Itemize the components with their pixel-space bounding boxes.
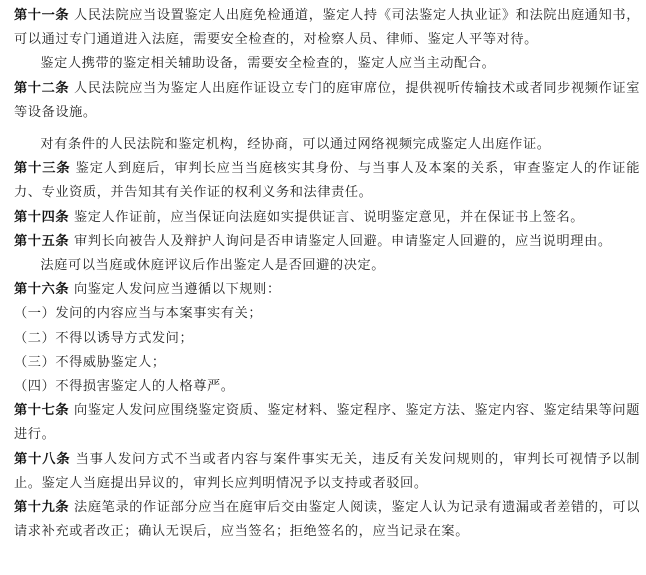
- article-18: [14, 448, 640, 496]
- article-label: 第十七条: [14, 403, 70, 419]
- rule-text: （四）不得损害鉴定人的人格尊严。: [14, 379, 235, 395]
- article-label: 第十二条: [14, 80, 70, 96]
- article-label: 第十八条: [14, 451, 71, 467]
- article-label: 第十九条: [14, 500, 70, 516]
- paragraph-text: 法庭可以当庭或休庭评议后作出鉴定人是否回避的决定。: [40, 258, 386, 274]
- article-label: 第十一条: [14, 8, 70, 23]
- article-15: [14, 230, 640, 254]
- article-text: 人民法院应当为鉴定人出庭作证设立专门的庭审席位，提供视听传输技术或者同步视频作证室等设备设施。: [14, 80, 640, 120]
- rule-item-1: [14, 302, 640, 326]
- article-label: 第十四条: [14, 209, 70, 225]
- rule-item-4: [14, 375, 640, 399]
- rule-item-2: [14, 327, 640, 351]
- paragraph-text: 鉴定人携带的鉴定相关辅助设备，需要安全检查的，鉴定人应当主动配合。: [40, 56, 496, 72]
- rule-text: （三）不得威胁鉴定人；: [14, 354, 166, 370]
- rule-item-3: [14, 351, 640, 375]
- article-17: [14, 399, 640, 447]
- article-text: 鉴定人到庭后，审判长应当当庭核实其身份、与当事人及本案的关系，审查鉴定人的作证能力、专业资质，并告知其有关作证的权利义务和法律责任。: [14, 161, 640, 201]
- paragraph-text: 对有条件的人民法院和鉴定机构，经协商，可以通过网络视频完成鉴定人出庭作证。: [40, 137, 551, 153]
- rule-text: （二）不得以诱导方式发问；: [14, 330, 194, 346]
- article-text: 审判长向被告人及辩护人询问是否申请鉴定人回避。申请鉴定人回避的，应当说明理由。: [69, 233, 612, 249]
- article-label: 第十五条: [14, 233, 70, 249]
- article-text: 当事人发问方式不当或者内容与案件事实无关，违反有关发问规则的，审判长可视情予以制止。鉴定人当庭提出异议的，审判长应判明情况予以支持或者驳回。: [14, 451, 640, 491]
- article-16: [14, 278, 640, 302]
- article-text: 向鉴定人发问应当遵循以下规则：: [69, 282, 281, 298]
- article-label: 第十六条: [14, 282, 70, 298]
- article-text: 法庭笔录的作证部分应当在庭审后交由鉴定人阅读，鉴定人认为记录有遗漏或者差错的，可以请求补充或者改正；确认无误后，应当签名；拒绝签名的，应当记录在案。: [14, 500, 640, 540]
- article-text: 向鉴定人发问应围绕鉴定资质、鉴定材料、鉴定程序、鉴定方法、鉴定内容、鉴定结果等问题进行。: [14, 403, 640, 443]
- article-11-paragraph-2: [14, 52, 640, 76]
- article-label: 第十三条: [14, 161, 71, 177]
- article-19: [14, 496, 640, 544]
- article-12: [14, 77, 640, 125]
- article-13: [14, 157, 640, 205]
- article-text: 人民法院应当设置鉴定人出庭免检通道，鉴定人持《司法鉴定人执业证》和法院出庭通知书，可以通过专门通道进入法庭，需要安全检查的，对检察人员、律师、鉴定人平等对待。: [14, 8, 640, 48]
- article-12-paragraph-2: [14, 133, 640, 157]
- article-text: 鉴定人作证前，应当保证向法庭如实提供证言、说明鉴定意见，并在保证书上签名。: [69, 209, 585, 225]
- article-11: [14, 4, 640, 52]
- rule-text: （一）发问的内容应当与本案事实有关；: [14, 306, 263, 322]
- article-15-paragraph-2: [14, 254, 640, 278]
- article-14: [14, 206, 640, 230]
